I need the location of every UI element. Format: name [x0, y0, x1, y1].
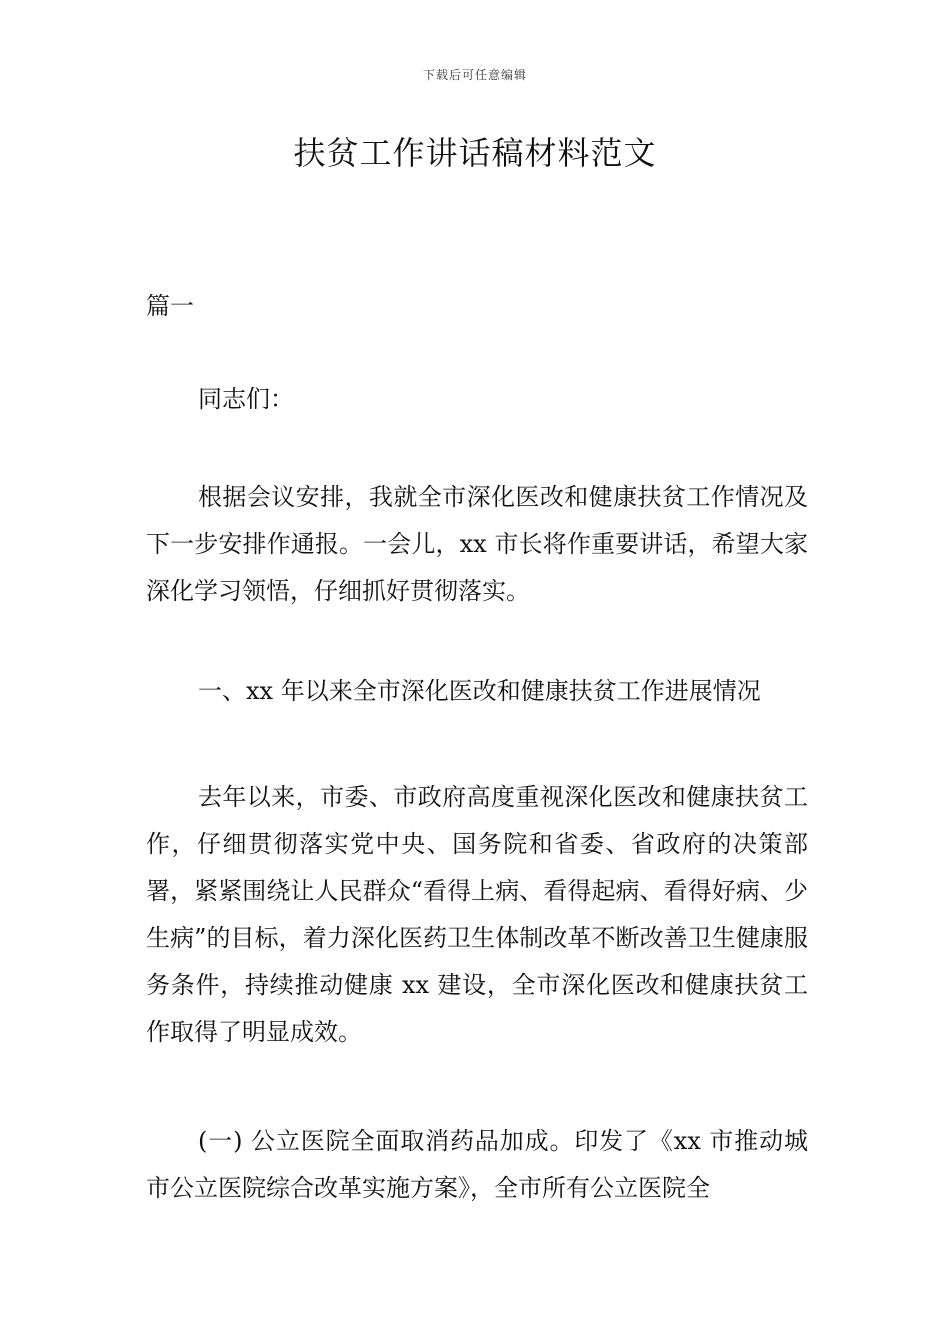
greeting-paragraph: 同志们： — [198, 385, 294, 413]
intro-paragraph: 根据会议安排，我就全市深化医改和健康扶贫工作情况及下一步安排作通报。一会儿，xx 市长将作重要讲话，希望大家深化学习领悟，仔细抓好贯彻落实。 — [146, 483, 808, 605]
body-paragraph-2: (一) 公立医院全面取消药品加成。印发了《xx 市推动城市公立医院综合改革实施方案》，全市所有公立医院全 — [146, 1127, 808, 1202]
body-paragraph-1: 去年以来，市委、市政府高度重视深化医改和健康扶贫工作，仔细贯彻落实党中央、国务院和省委、省政府的决策部署，紧紧围绕让人民群众“看得上病、看得起病、看得好病、少生病”的目标，着力深化医药卫生体制改革不断改善卫生健康服务条件，持续推动健康 xx 建设，全市深化医改和健康扶贫工作取得了明显成效。 — [146, 783, 808, 1046]
section-heading-1: 一、xx 年以来全市深化医改和健康扶贫工作进展情况 — [198, 677, 761, 705]
section-label: 篇一 — [146, 292, 194, 320]
document-title: 扶贫工作讲话稿材料范文 — [293, 134, 657, 172]
page-header-note: 下载后可任意编辑 — [422, 68, 527, 82]
